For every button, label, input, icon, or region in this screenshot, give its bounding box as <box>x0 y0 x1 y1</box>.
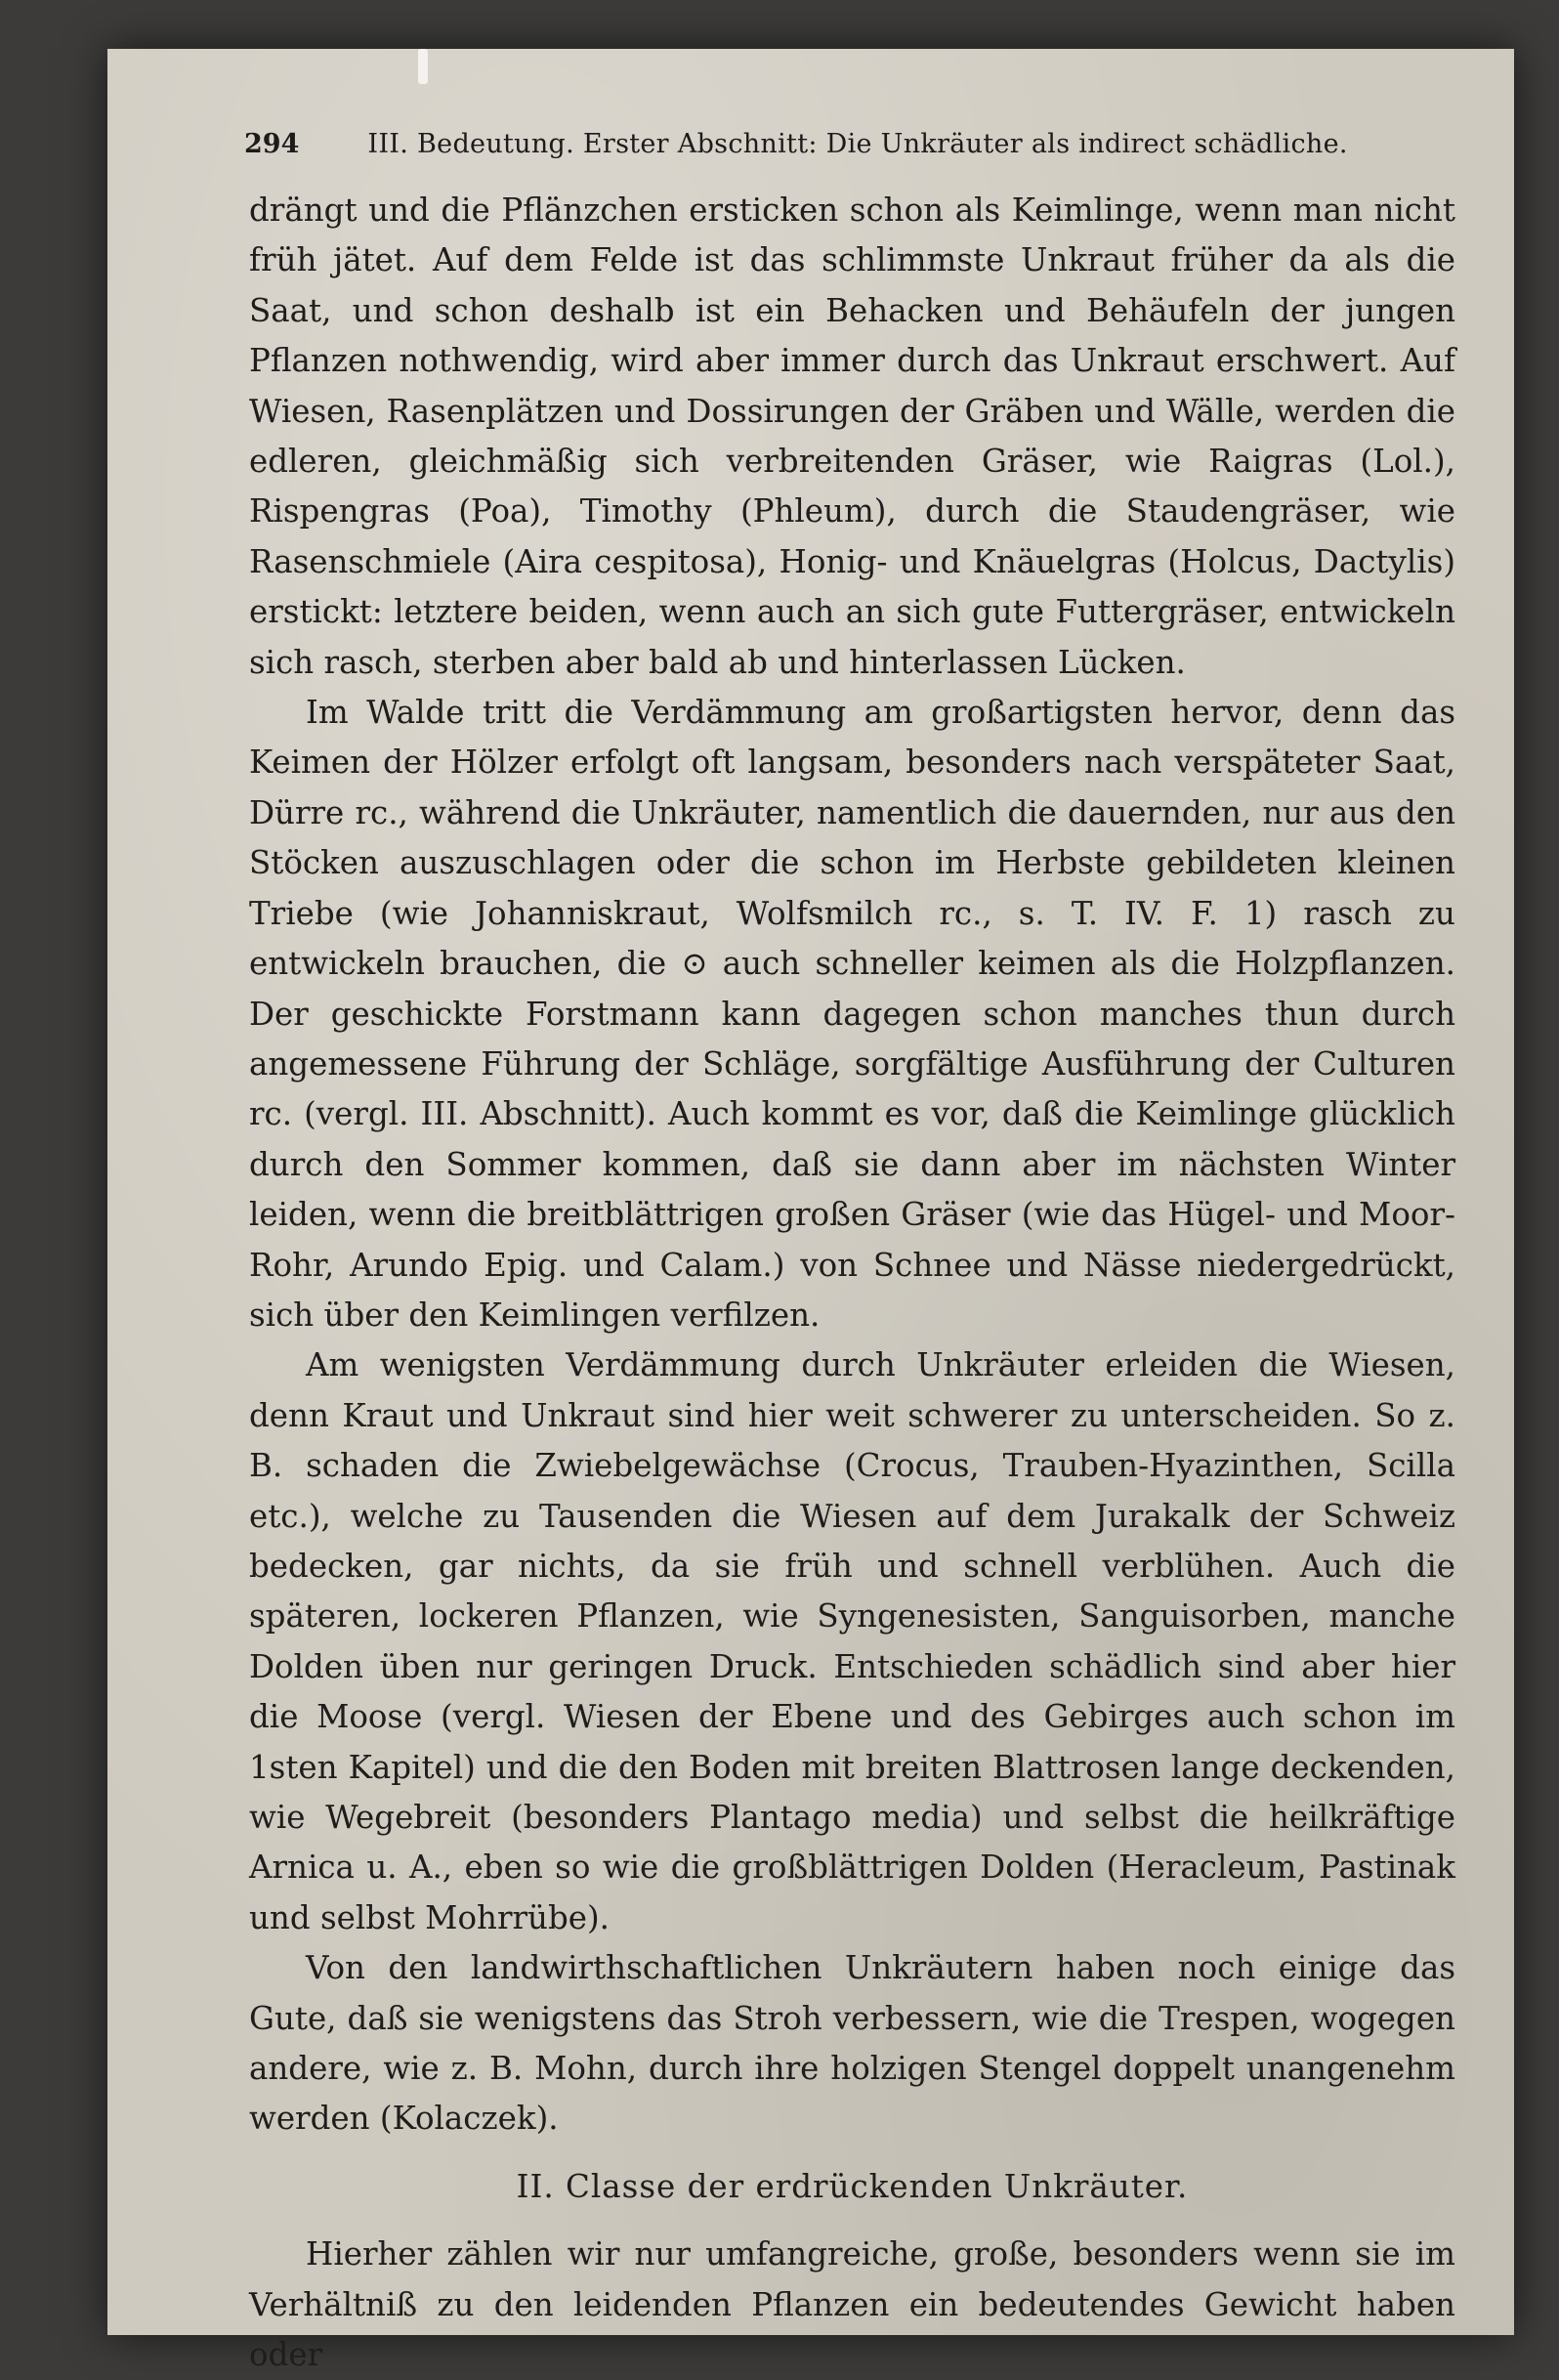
section-heading: II. Classe der erdrückenden Unkräuter. <box>516 2167 1189 2205</box>
running-title: III. Bedeutung. Erster Abschnitt: Die Unkräuter als indirect schädliche. <box>367 129 1348 159</box>
paragraph-1: drängt und die Pflänzchen ersticken schon als Keimlinge, wenn man nicht früh jätet. Auf dem Felde ist das schlimmste Unkraut früher da als die Saat, und schon deshalb ist ein Behacken und Behäufeln der jungen Pflanzen nothwendig, wird aber immer durch das Unkraut erschwert. Auf Wiesen, Rasenplätzen und Dossirungen der Gräben und Wälle, werden die edleren, gleichmäßig sich verbreitenden Gräser, wie Raigras (Lol.), Rispengras (Poa), Timothy (Phleum), durch die Staudengräser, wie Rasenschmiele (Aira cespitosa), Honig- und Knäuelgras (Holcus, Dactylis) erstickt: letztere beiden, wenn auch an sich gute Futtergräser, entwickeln sich rasch, sterben aber bald ab und hinterlassen Lücken. <box>249 191 1455 681</box>
paragraph-5: Hierher zählen wir nur umfangreiche, große, besonders wenn sie im Verhältniß zu den leidenden Pflanzen ein bedeutendes Gewicht haben oder <box>249 2235 1455 2374</box>
book-page <box>107 49 1514 2374</box>
paragraph-3: Am wenigsten Verdämmung durch Unkräuter erleiden die Wiesen, denn Kraut und Unkraut sind hier weit schwerer zu unterscheiden. So z. B. schaden die Zwiebelgewächse (Crocus, Trauben-Hyazinthen, Scilla etc.), welche zu Tausenden die Wiesen auf dem Jurakalk der Schweiz bedecken, gar nichts, da sie früh und schnell verblühen. Auch die späteren, lockeren Pflanzen, wie Syngenesisten, Sanguisorben, manche Dolden üben nur geringen Druck. Entschieden schädlich sind aber hier die Moose (vergl. Wiesen der Ebene und des Gebirges auch schon im 1sten Kapitel) und die den Boden mit breiten Blattrosen lange deckenden, wie Wegebreit (besonders Plantago media) und selbst die heilkräftige Arnica u. A., eben so wie die großblättrigen Dolden (Heracleum, Pastinak und selbst Mohrrübe). <box>249 1346 1455 1936</box>
page-header <box>244 129 1455 159</box>
page-number: 294 <box>244 129 300 159</box>
body-text <box>249 186 1455 2380</box>
paragraph-4: Von den landwirthschaftlichen Unkräutern haben noch einige das Gute, daß sie wenigstens das Stroh verbessern, wie die Trespen, wogegen andere, wie z. B. Mohn, durch ihre holzigen Stengel doppelt unangenehm werden (Kolaczek). <box>249 1949 1455 2138</box>
paragraph-2: Im Walde tritt die Verdämmung am großartigsten hervor, denn das Keimen der Hölzer erfolgt oft langsam, besonders nach verspäteter Saat, Dürre rc., während die Unkräuter, namentlich die dauernden, nur aus den Stöcken auszuschlagen oder die schon im Herbste gebildeten kleinen Triebe (wie Johanniskraut, Wolfsmilch rc., s. T. IV. F. 1) rasch zu entwickeln brauchen, die ⊙ auch schneller keimen als die Holzpflanzen. Der geschickte Forstmann kann dagegen schon manches thun durch angemessene Führung der Schläge, sorgfältige Ausführung der Culturen rc. (vergl. III. Abschnitt). Auch kommt es vor, daß die Keimlinge glücklich durch den Sommer kommen, daß sie dann aber im nächsten Winter leiden, wenn die breitblättrigen großen Gräser (wie das Hügel- und Moor-Rohr, Arundo Epig. und Calam.) von Schnee und Nässe niedergedrückt, sich über den Keimlingen verfilzen. <box>249 694 1455 1334</box>
page-edge-mark <box>418 49 428 84</box>
